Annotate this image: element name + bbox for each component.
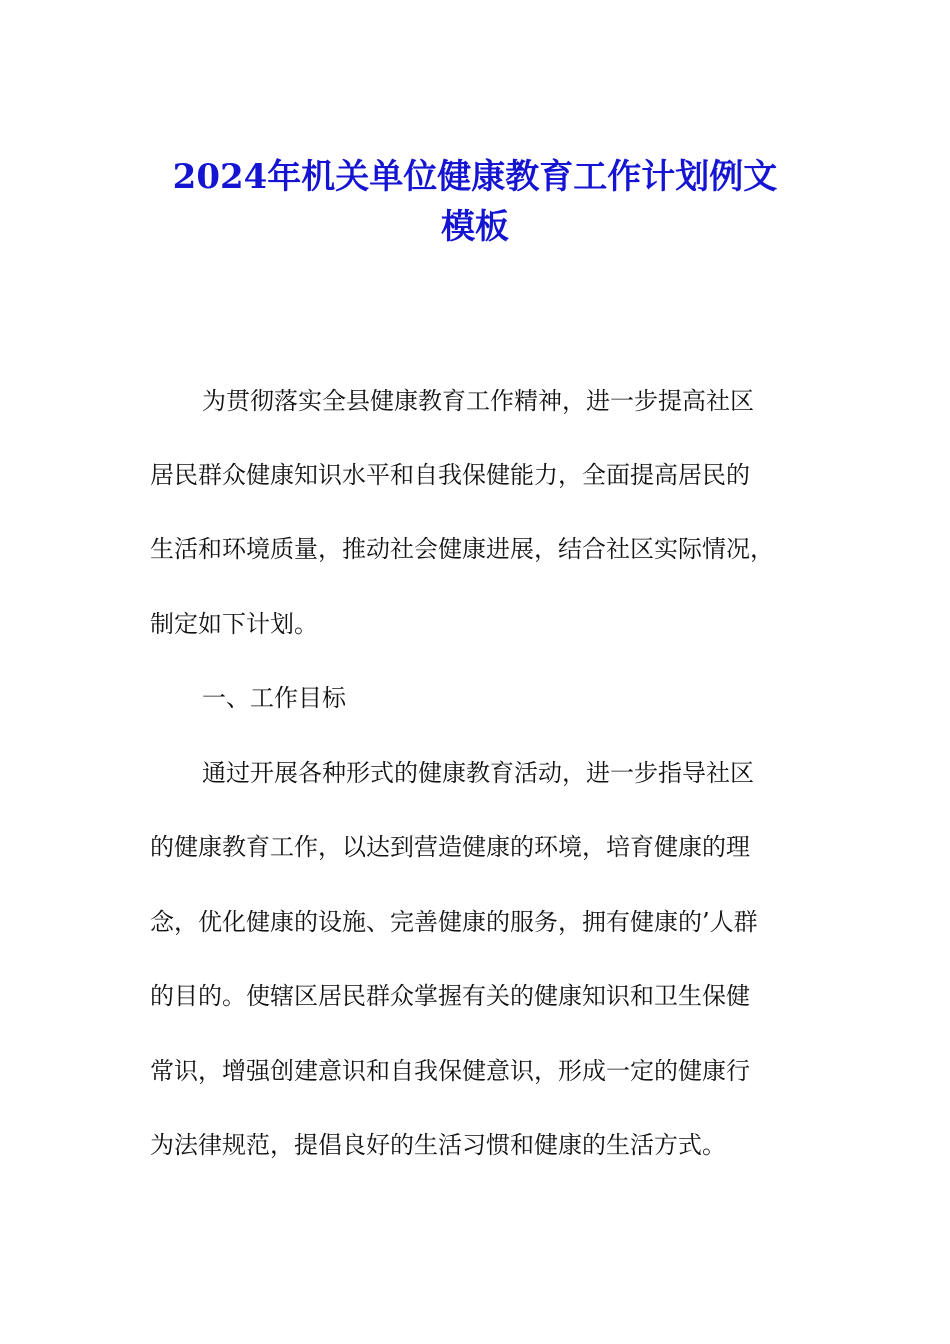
paragraph-line: 制定如下计划。 <box>150 610 318 638</box>
paragraph-line: 生活和环境质量，推动社会健康进展，结合社区实际情况， <box>150 535 774 563</box>
title-line-2: 模板 <box>441 207 509 247</box>
title-line-1: 2024年机关单位健康教育工作计划例文 <box>172 157 778 197</box>
paragraph-line: 为法律规范，提倡良好的生活习惯和健康的生活方式。 <box>150 1131 726 1159</box>
section-heading: 一、工作目标 <box>202 684 346 712</box>
paragraph-line: 通过开展各种形式的健康教育活动，进一步指导社区 <box>202 759 754 787</box>
paragraph-line: 居民群众健康知识水平和自我保健能力，全面提高居民的 <box>150 461 750 489</box>
paragraph-line: 的目的。使辖区居民群众掌握有关的健康知识和卫生保健 <box>150 982 750 1010</box>
paragraph-line: 常识，增强创建意识和自我保健意识，形成一定的健康行 <box>150 1057 750 1085</box>
paragraph-line: 念，优化健康的设施、完善健康的服务，拥有健康的’人群 <box>150 908 758 936</box>
paragraph-line: 为贯彻落实全县健康教育工作精神，进一步提高社区 <box>202 387 754 415</box>
document-title <box>100 152 850 252</box>
paragraph-line: 的健康教育工作，以达到营造健康的环境，培育健康的理 <box>150 833 750 861</box>
